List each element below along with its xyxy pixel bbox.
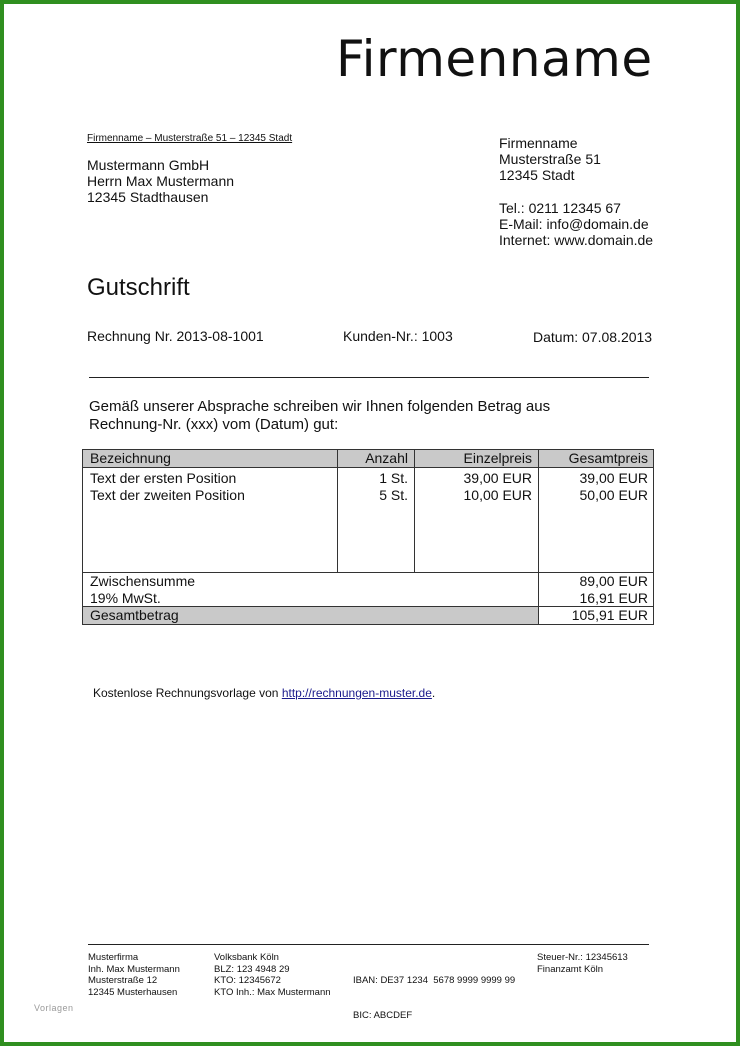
footer-tax-number: Steuer-Nr.: 12345613 — [537, 952, 628, 963]
footer-account: KTO: 12345672 — [214, 975, 281, 986]
grand-total-value: 105,91 EUR — [571, 607, 648, 623]
footer-blz: BLZ: 123 4948 29 — [214, 963, 290, 975]
invoice-number: Rechnung Nr. 2013-08-1001 — [87, 328, 264, 344]
recipient-address — [87, 157, 234, 205]
footer-bank — [214, 952, 331, 998]
footer-bank-name: Volksbank Köln — [214, 952, 279, 963]
table-column-rule — [414, 450, 415, 572]
row-unit-price: 39,00 EUR — [463, 470, 532, 486]
intro-line: Rechnung-Nr. (xxx) vom (Datum) gut: — [89, 416, 339, 433]
watermark-text: Vorlagen — [34, 1003, 74, 1013]
template-note-text: Kostenlose Rechnungsvorlage von — [93, 686, 279, 700]
footer-tax — [537, 952, 628, 975]
invoice-table — [82, 449, 654, 625]
row-description: Text der ersten Position — [90, 470, 237, 486]
footer-city: 12345 Musterhausen — [88, 986, 178, 998]
contact-city: 12345 Stadt — [499, 167, 575, 183]
divider-line — [89, 377, 649, 378]
template-note — [93, 686, 435, 700]
column-header-total: Gesamtpreis — [568, 450, 648, 466]
footer-bic: BIC: ABCDEF — [353, 1009, 413, 1021]
contact-email: E-Mail: info@domain.de — [499, 216, 649, 232]
subtotal-value: 89,00 EUR — [579, 573, 648, 589]
contact-street: Musterstraße 51 — [499, 151, 601, 167]
footer-iban-value: IBAN: DE37 1234 5678 9999 9999 99 — [353, 975, 516, 986]
footer-account-holder: KTO Inh.: Max Mustermann — [214, 986, 331, 998]
row-quantity: 1 St. — [379, 470, 408, 486]
vat-label: 19% MwSt. — [90, 590, 161, 606]
table-rule — [83, 467, 653, 468]
recipient-city: 12345 Stadthausen — [87, 189, 209, 205]
sender-address-line: Firmenname – Musterstraße 51 – 12345 Stadt — [87, 133, 293, 144]
footer-company-name: Musterfirma — [88, 952, 139, 963]
document-title: Gutschrift — [87, 274, 190, 301]
table-column-rule — [337, 450, 338, 572]
column-header-quantity: Anzahl — [365, 450, 408, 466]
recipient-company: Mustermann GmbH — [87, 157, 210, 173]
column-header-description: Bezeichnung — [90, 450, 171, 466]
intro-line: Gemäß unserer Absprache schreiben wir Ihnen folgenden Betrag aus — [89, 398, 551, 415]
row-description: Text der zweiten Position — [90, 487, 245, 503]
recipient-person: Herrn Max Mustermann — [87, 173, 235, 189]
document-date: Datum: 07.08.2013 — [533, 329, 653, 345]
contact-block — [499, 135, 653, 248]
intro-text — [89, 398, 550, 434]
footer-owner: Inh. Max Mustermann — [88, 963, 180, 975]
grand-total-label: Gesamtbetrag — [90, 607, 179, 623]
column-header-unit-price: Einzelpreis — [463, 450, 532, 466]
row-unit-price: 10,00 EUR — [463, 487, 532, 503]
contact-phone: Tel.: 0211 12345 67 — [499, 200, 621, 216]
template-note-suffix: . — [431, 686, 436, 700]
company-name-heading: Firmenname — [336, 30, 653, 88]
subtotal-label: Zwischensumme — [90, 573, 196, 589]
contact-website: Internet: www.domain.de — [499, 232, 654, 248]
row-total: 50,00 EUR — [579, 487, 648, 503]
vat-value: 16,91 EUR — [579, 590, 648, 606]
contact-company: Firmenname — [499, 135, 578, 151]
row-quantity: 5 St. — [379, 487, 408, 503]
footer-divider — [88, 944, 649, 945]
footer-company — [88, 952, 180, 998]
footer-iban — [353, 952, 515, 1044]
customer-number: Kunden-Nr.: 1003 — [343, 328, 453, 344]
template-link[interactable]: http://rechnungen-muster.de — [281, 686, 432, 700]
row-total: 39,00 EUR — [579, 470, 648, 486]
footer-street: Musterstraße 12 — [88, 975, 158, 986]
footer-tax-office: Finanzamt Köln — [537, 963, 604, 975]
